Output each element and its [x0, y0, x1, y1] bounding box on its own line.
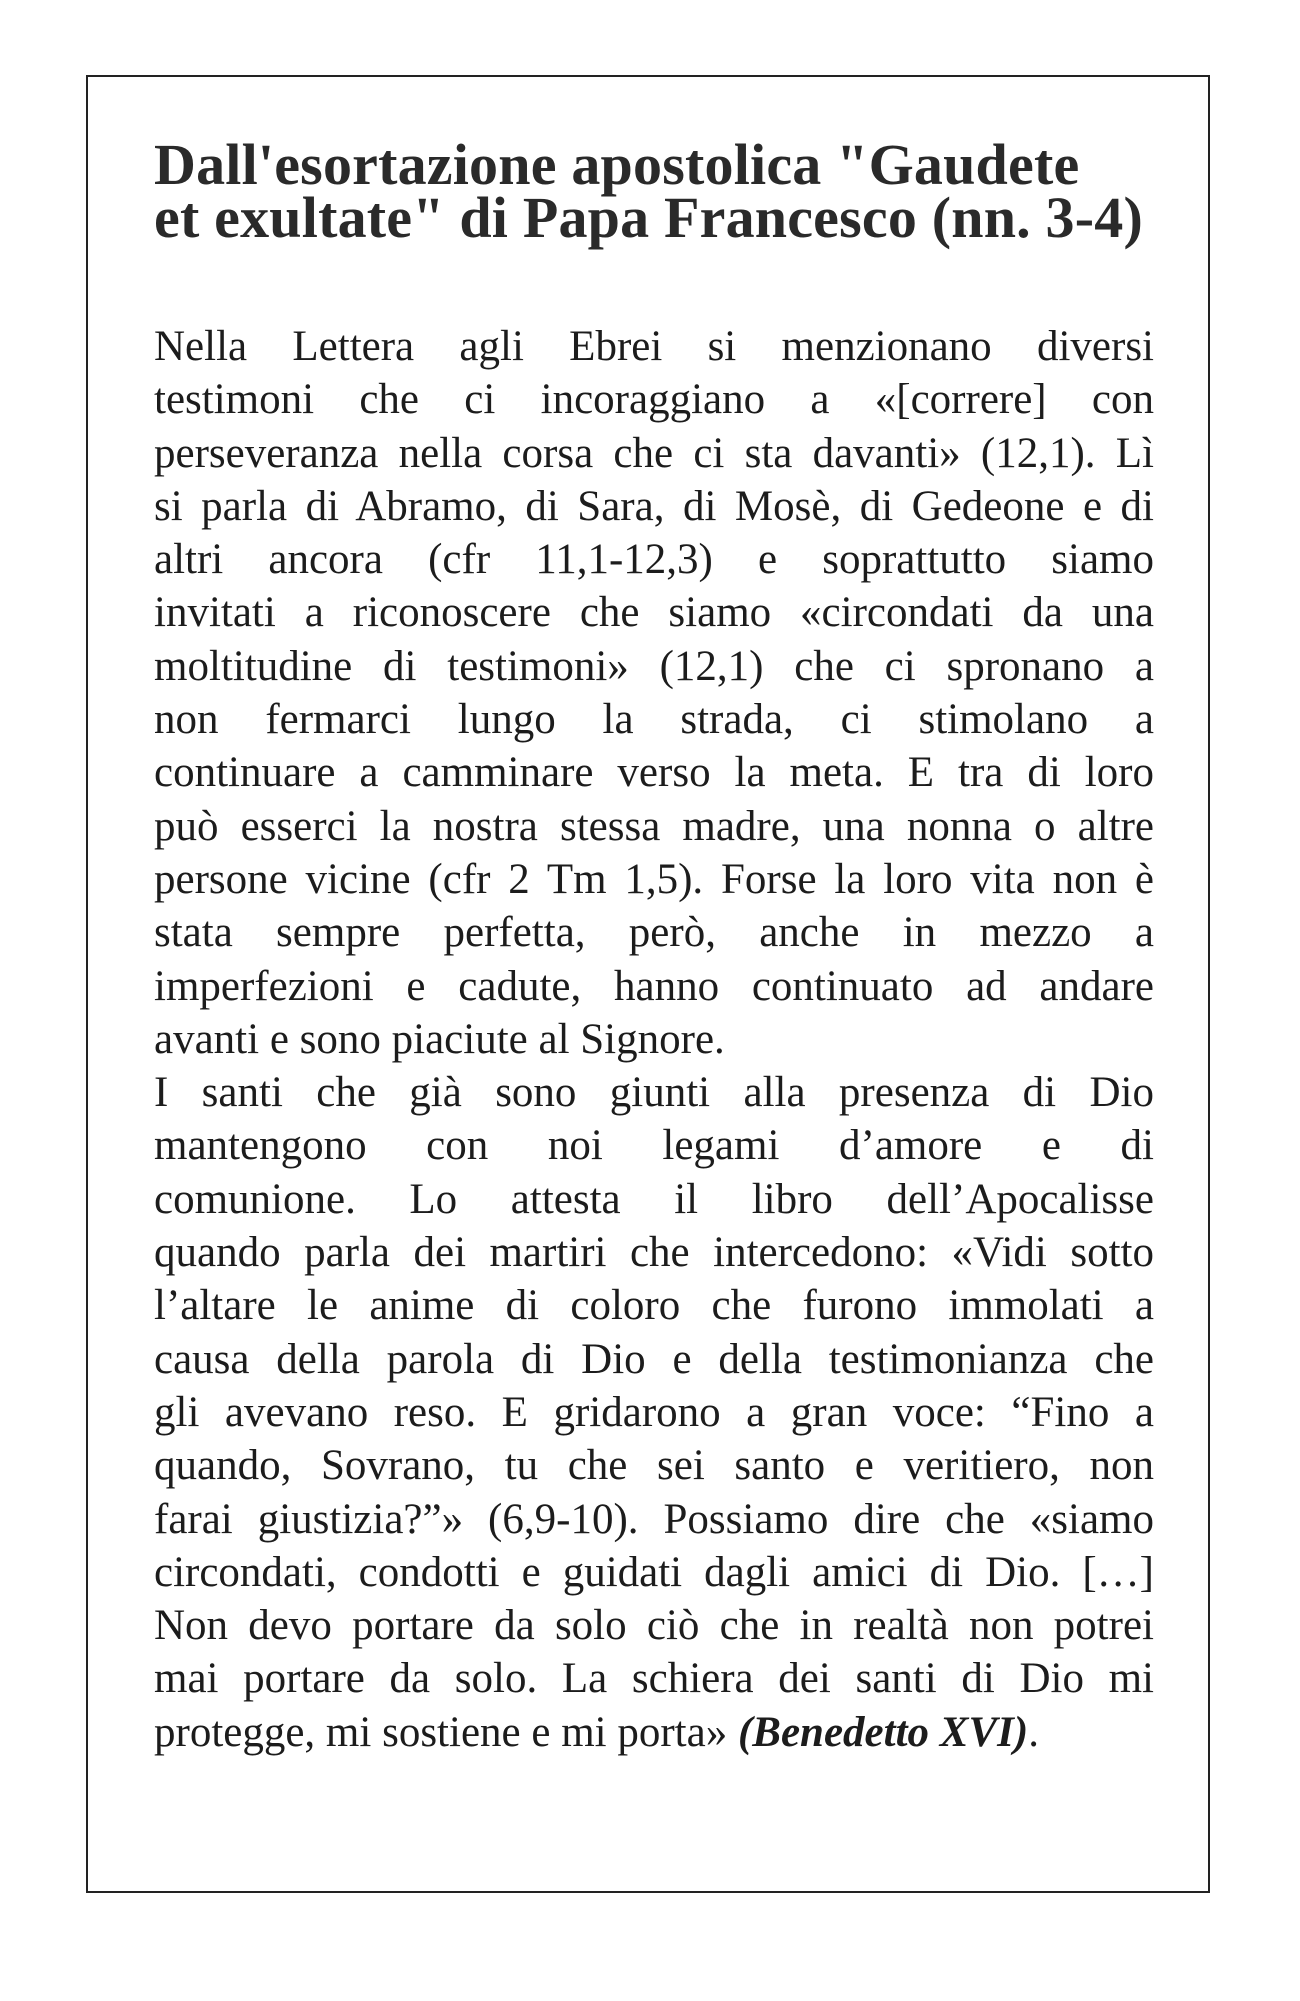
body-line: non fermarci lungo la strada, ci stimolano a	[154, 696, 1154, 744]
body-line: testimoni che ci incoraggiano a «[correre] con	[154, 376, 1154, 424]
document-title	[154, 128, 1154, 251]
body-text	[154, 320, 1154, 1759]
body-line: causa della parola di Dio e della testimonianza che	[154, 1335, 1154, 1383]
body-line: gli avevano reso. E gridarono a gran voce: “Fino a	[154, 1388, 1154, 1436]
body-line: altri ancora (cfr 11,1-12,3) e soprattutto siamo	[154, 536, 1154, 584]
body-line: stata sempre perfetta, però, anche in mezzo a	[154, 909, 1154, 957]
body-last-line	[154, 1706, 1154, 1759]
body-line: si parla di Abramo, di Sara, di Mosè, di Gedeone e di	[154, 482, 1154, 530]
body-line: avanti e sono piaciute al Signore.	[154, 1015, 725, 1063]
body-line: protegge, mi sostiene e mi porta»	[154, 1708, 738, 1756]
body-line: può esserci la nostra stessa madre, una nonna o altre	[154, 802, 1154, 850]
body-line: continuare a camminare verso la meta. E tra di loro	[154, 749, 1154, 797]
body-line: I santi che già sono giunti alla presenza di Dio	[154, 1069, 1154, 1117]
body-line: mai portare da solo. La schiera dei santi di Dio mi	[154, 1655, 1154, 1703]
body-line: moltitudine di testimoni» (12,1) che ci spronano a	[154, 642, 1154, 690]
body-line: perseveranza nella corsa che ci sta davanti» (12,1). Lì	[154, 429, 1154, 477]
title-line: et exultate" di Papa Francesco (nn. 3-4)	[154, 185, 1143, 251]
body-line: Non devo portare da solo ciò che in realtà non potrei	[154, 1602, 1154, 1650]
body-line: Nella Lettera agli Ebrei si menzionano diversi	[154, 323, 1154, 370]
body-line: quando parla dei martiri che intercedono: «Vidi sotto	[154, 1229, 1154, 1277]
body-line: farai giustizia?”» (6,9-10). Possiamo dire che «siamo	[154, 1495, 1154, 1543]
body-line: l’altare le anime di coloro che furono immolati a	[154, 1282, 1154, 1330]
body-line: circondati, condotti e guidati dagli amici di Dio. […]	[154, 1548, 1154, 1596]
final-punctuation: .	[1028, 1708, 1039, 1756]
title-line: Dall'esortazione apostolica "Gaudete	[154, 132, 1080, 197]
body-line: invitati a riconoscere che siamo «circondati da una	[154, 589, 1154, 637]
attribution: (Benedetto XVI)	[737, 1708, 1029, 1756]
body-line: imperfezioni e cadute, hanno continuato ad andare	[154, 962, 1154, 1010]
body-line: comunione. Lo attesta il libro dell’Apocalisse	[154, 1175, 1154, 1223]
body-line: quando, Sovrano, tu che sei santo e veritiero, non	[154, 1442, 1154, 1490]
body-line: persone vicine (cfr 2 Tm 1,5). Forse la loro vita non è	[154, 855, 1154, 903]
body-line: mantengono con noi legami d’amore e di	[154, 1122, 1154, 1170]
